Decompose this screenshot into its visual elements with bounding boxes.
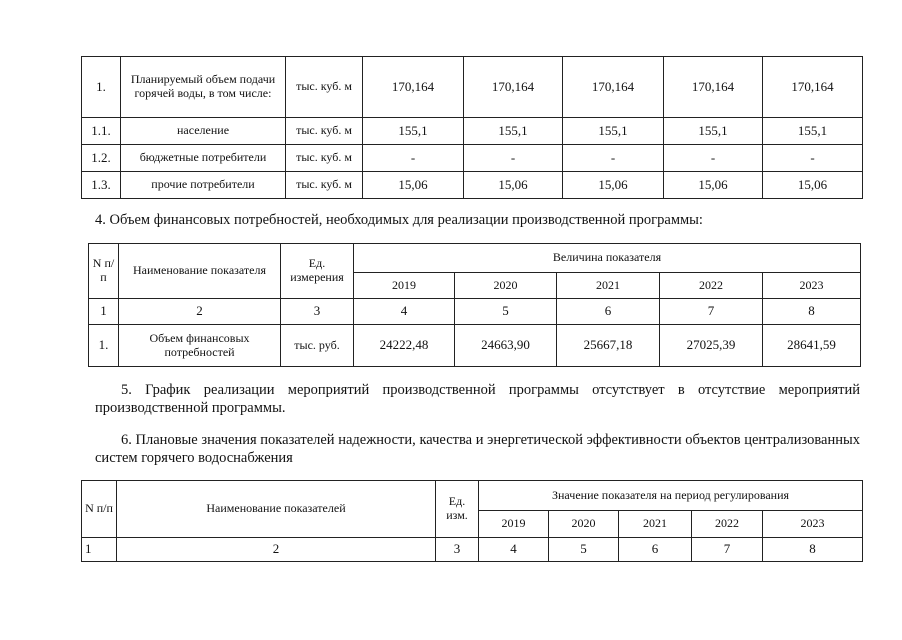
header-number: N п/п	[89, 244, 119, 299]
financial-needs-table	[88, 243, 861, 367]
row-unit: тыс. куб. м	[286, 145, 363, 172]
reliability-indicators-table	[81, 480, 863, 562]
value-cell: 15,06	[464, 172, 563, 199]
value-cell: -	[464, 145, 563, 172]
value-cell: 155,1	[763, 118, 863, 145]
row-unit: тыс. куб. м	[286, 118, 363, 145]
header-value-group: Величина показателя	[354, 244, 861, 273]
value-cell: -	[763, 145, 863, 172]
value-cell: 170,164	[664, 57, 763, 118]
table-index-row	[89, 299, 861, 325]
index-cell: 1	[82, 538, 117, 562]
row-number: 1.3.	[82, 172, 121, 199]
value-cell: 170,164	[763, 57, 863, 118]
header-year: 2020	[549, 511, 619, 538]
table-row	[82, 118, 863, 145]
header-year: 2021	[619, 511, 692, 538]
header-value-group: Значение показателя на период регулирования	[479, 481, 863, 511]
table-header-row	[89, 244, 861, 273]
value-cell: 15,06	[664, 172, 763, 199]
index-cell: 4	[354, 299, 455, 325]
table-index-row	[82, 538, 863, 562]
value-cell: -	[363, 145, 464, 172]
header-name: Наименование показателей	[117, 481, 436, 538]
index-cell: 4	[479, 538, 549, 562]
value-cell: 15,06	[763, 172, 863, 199]
row-name: Планируемый объем подачи горячей воды, в том числе:	[121, 57, 286, 118]
index-cell: 5	[455, 299, 557, 325]
index-cell: 8	[763, 538, 863, 562]
index-cell: 3	[281, 299, 354, 325]
row-unit: тыс. куб. м	[286, 172, 363, 199]
header-year: 2022	[660, 273, 763, 299]
value-cell: 28641,59	[763, 325, 861, 367]
index-cell: 8	[763, 299, 861, 325]
section-6-paragraph: 6. Плановые значения показателей надежности, качества и энергетической эффективности объектов централизованных систем горячего водоснабжения	[95, 432, 860, 467]
value-cell: -	[664, 145, 763, 172]
header-unit: Ед. изм.	[436, 481, 479, 538]
value-cell: 15,06	[363, 172, 464, 199]
value-cell: 24663,90	[455, 325, 557, 367]
row-number: 1.	[89, 325, 119, 367]
row-unit: тыс. куб. м	[286, 57, 363, 118]
value-cell: -	[563, 145, 664, 172]
header-year: 2022	[692, 511, 763, 538]
row-name: Объем финансовых потребностей	[119, 325, 281, 367]
header-name: Наименование показателя	[119, 244, 281, 299]
row-name: население	[121, 118, 286, 145]
value-cell: 155,1	[464, 118, 563, 145]
header-year: 2021	[557, 273, 660, 299]
index-cell: 2	[119, 299, 281, 325]
index-cell: 2	[117, 538, 436, 562]
row-unit: тыс. руб.	[281, 325, 354, 367]
index-cell: 7	[660, 299, 763, 325]
value-cell: 155,1	[363, 118, 464, 145]
index-cell: 6	[619, 538, 692, 562]
water-supply-table	[81, 56, 863, 199]
table-row	[82, 145, 863, 172]
value-cell: 170,164	[563, 57, 664, 118]
value-cell: 24222,48	[354, 325, 455, 367]
table-header-row	[82, 481, 863, 511]
value-cell: 155,1	[664, 118, 763, 145]
row-name: прочие потребители	[121, 172, 286, 199]
section-5-paragraph: 5. График реализации мероприятий производственной программы отсутствует в отсутствие мероприятий производственной программы.	[95, 382, 860, 417]
index-cell: 7	[692, 538, 763, 562]
header-year: 2019	[354, 273, 455, 299]
header-year: 2023	[763, 273, 861, 299]
table-row	[82, 172, 863, 199]
row-number: 1.2.	[82, 145, 121, 172]
value-cell: 25667,18	[557, 325, 660, 367]
index-cell: 3	[436, 538, 479, 562]
header-unit: Ед. измерения	[281, 244, 354, 299]
row-name: бюджетные потребители	[121, 145, 286, 172]
row-number: 1.	[82, 57, 121, 118]
value-cell: 170,164	[363, 57, 464, 118]
header-year: 2020	[455, 273, 557, 299]
header-year: 2023	[763, 511, 863, 538]
row-number: 1.1.	[82, 118, 121, 145]
value-cell: 15,06	[563, 172, 664, 199]
table-row	[89, 325, 861, 367]
table-row	[82, 57, 863, 118]
value-cell: 170,164	[464, 57, 563, 118]
index-cell: 6	[557, 299, 660, 325]
header-number: N п/п	[82, 481, 117, 538]
value-cell: 155,1	[563, 118, 664, 145]
index-cell: 5	[549, 538, 619, 562]
index-cell: 1	[89, 299, 119, 325]
section-4-heading: 4. Объем финансовых потребностей, необходимых для реализации производственной программы:	[95, 212, 703, 228]
header-year: 2019	[479, 511, 549, 538]
value-cell: 27025,39	[660, 325, 763, 367]
